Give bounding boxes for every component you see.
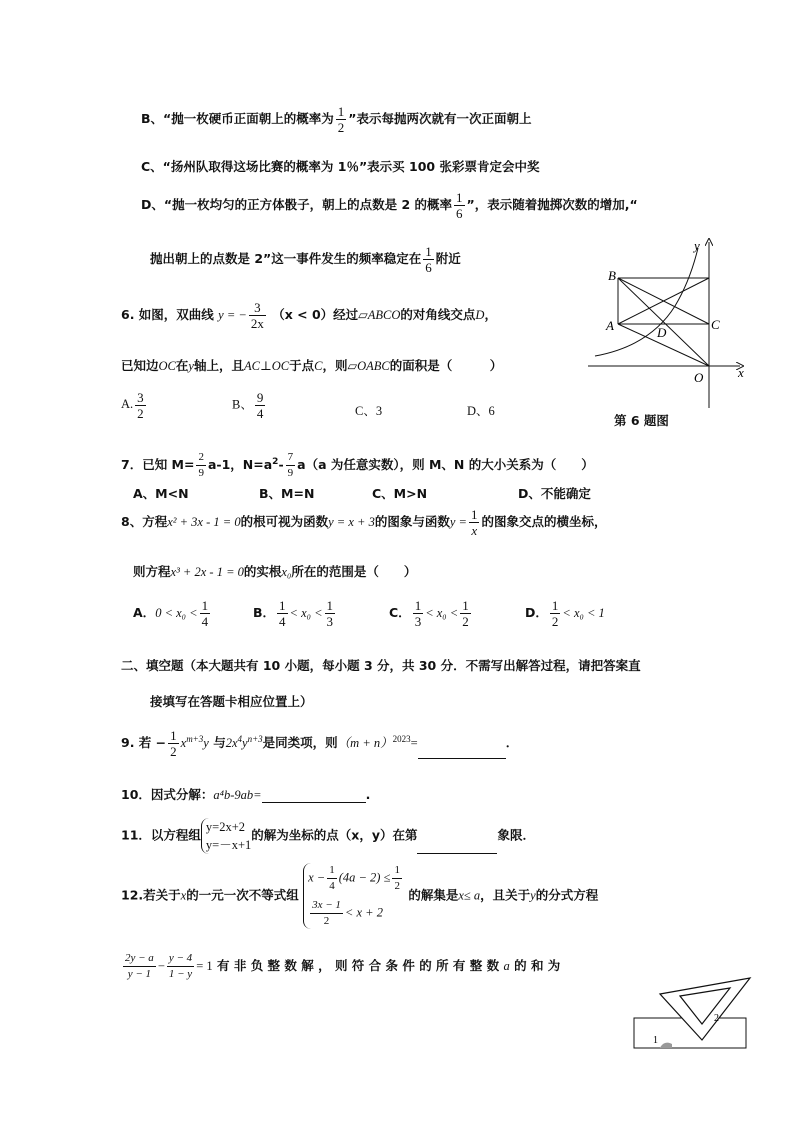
- q8-line1: 8、方程x² + 3x - 1 = 0的根可视为函数y = x + 3的图象与函数y = $\frac{1}{x}$ 的图象交点的横坐标，: [121, 507, 607, 538]
- section-2-heading: 二、填空题（本大题共有 10 小题，每小题 3 分，共 30 分．不需写出解答过程，请把答案直: [121, 658, 641, 673]
- q7-option-a[interactable]: A、M<N: [133, 486, 189, 501]
- label-x: x: [738, 365, 744, 380]
- q5-option-b: [141, 104, 531, 135]
- q9-answer-blank[interactable]: [418, 745, 506, 759]
- q10-answer-blank[interactable]: [262, 789, 366, 803]
- q7-stem: 7．已知 M= $\frac{2}{9}$ a-1，$N=a^2-$ $\frac{7}{9}$ a（a 为任意实数），则 M、N 的大小关系为（ ）: [121, 451, 594, 479]
- q12-inequality-system: x − $\frac{1}{4}$ (4a − 2) ≤ $\frac{1}{2}$ $\frac{3x - 1}{2}$ < x + 2: [303, 863, 404, 929]
- q5-option-d: D、“抛一枚均匀的正方体骰子，朝上的点数是 2 的概率 $\frac{1}{6}$ ”，表示随着抛掷次数的增加,“: [141, 190, 638, 221]
- fraction: $\frac{1}{6}$: [456, 190, 463, 221]
- label-c: C: [711, 317, 720, 332]
- label-o: O: [694, 370, 704, 385]
- angle-2-label: 2: [714, 1013, 719, 1024]
- q11-answer-blank[interactable]: [417, 840, 497, 854]
- q6-options: [121, 390, 148, 421]
- q6-line1: 6. 如图，双曲线 y = − $\frac{3}{2x}$ （x < 0）经过▱ABCO的对角线交点D，: [121, 300, 497, 331]
- q6-line2: 已知边OC在y轴上，且AC⊥OC于点C，则▱OABC的面积是（ ）: [121, 358, 503, 373]
- angle-1-label: 1: [653, 1035, 658, 1046]
- q8-option-b[interactable]: B． $\frac{1}{4}$ < x₀ < $\frac{1}{3}$: [253, 598, 334, 629]
- q11-equation-system: y=2x+2 y=－x+1: [201, 818, 251, 854]
- q6-option-a[interactable]: A. $\frac{3}{2}$: [121, 390, 144, 421]
- label-d: D: [657, 325, 667, 340]
- q6-figure-caption: 第 6 题图: [614, 413, 669, 428]
- q12-line2: $\frac{2y - a}{y - 1}$ − $\frac{y - 4}{1 - y}$ = 1 有 非 负 整 数 解 ， 则 符 合 条 件 的 所 有 整 数 a 的 和 为: [125, 952, 561, 980]
- q5-b-text: B、“抛一枚硬币正面朝上的概率为: [141, 111, 334, 126]
- q12-line1: 12.若关于x的一元一次不等式组 x − $\frac{1}{4}$ (4a − 2) ≤ $\frac{1}{2}$ $\frac{3x - 1}{2}$ < x + 2 的解集是x≤ a，且关于y的分式方程: [121, 864, 599, 927]
- q7-option-d[interactable]: D、不能确定: [518, 486, 591, 501]
- section-2-heading-line2: 接填写在答题卡相应位置上）: [150, 694, 313, 709]
- q5-option-d-line2: 抛出朝上的点数是 2”这一事件发生的频率稳定在 $\frac{1}{6}$ 附近: [150, 244, 461, 275]
- q7-option-b[interactable]: B、M=N: [259, 486, 315, 501]
- q8-option-d[interactable]: D． $\frac{1}{2}$ < x₀ < 1: [525, 598, 605, 629]
- q9-line: 9. 若 − $\frac{1}{2}$ $x^{m+3}y$ 与$2x^4y^{n+3}$是同类项，则$(m + n)^{2023}=$ ．: [121, 728, 519, 759]
- q8-line2: 则方程x³ + 2x - 1 = 0的实根x₀所在的范围是（ ）: [133, 564, 417, 579]
- label-a: A: [606, 318, 614, 333]
- ruler-figure: [632, 972, 752, 1050]
- q6-option-c[interactable]: C、3: [355, 404, 383, 418]
- label-b: B: [608, 268, 616, 283]
- q11-line: 11．以方程组 y=2x+2 y=－x+1 的解为坐标的点（x，y）在第 象限．: [121, 820, 535, 852]
- q6-option-d[interactable]: D、6: [467, 404, 495, 418]
- q5-option-c: C、“扬州队取得这场比赛的概率为 1％”表示买 100 张彩票肯定会中奖: [141, 159, 540, 174]
- q7-option-c[interactable]: C、M>N: [372, 486, 428, 501]
- fraction: $\frac{1}{2}$: [337, 104, 345, 135]
- q6-figure: [580, 236, 750, 411]
- q10-line: 10．因式分解：a⁴b-9ab= .: [121, 787, 371, 802]
- q6-option-b[interactable]: B、 $\frac{9}{4}$: [232, 390, 264, 421]
- label-y: y: [694, 238, 700, 253]
- fraction: $\frac{1}{6}$: [425, 244, 432, 275]
- q8-option-a[interactable]: A．0 < x₀ < $\frac{1}{4}$: [133, 598, 209, 629]
- q8-option-c[interactable]: C． $\frac{1}{3}$ < x₀ < $\frac{1}{2}$: [389, 598, 469, 629]
- q5-b-text-2: ”表示每抛两次就有一次正面朝上: [348, 111, 532, 126]
